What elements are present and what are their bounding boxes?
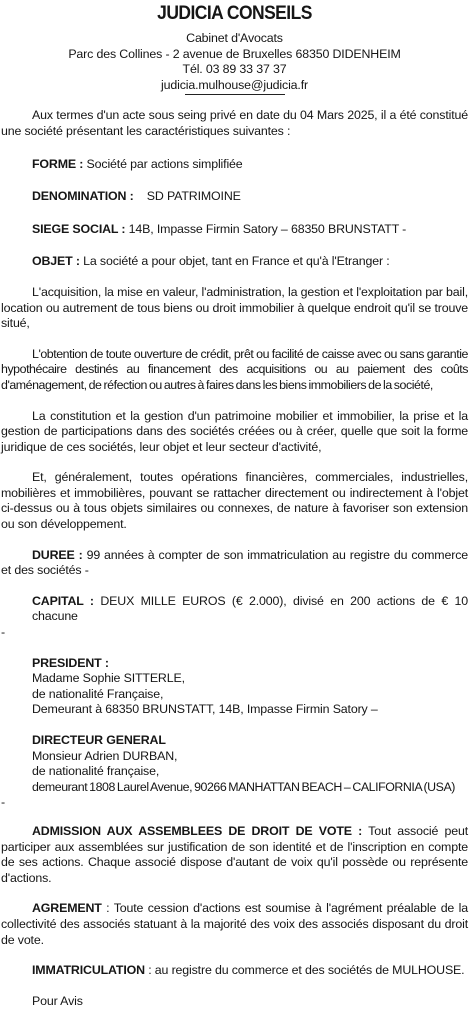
directeur-label: DIRECTEUR GENERAL <box>32 733 166 747</box>
objet-paragraph-3: La constitution et la gestion d'un patrimoine mobilier et immobilier, la prise et la gestion de participations dans des sociétés créées ou à créer, quelle que soit la forme juridique de ces sociétés, leur objet et leur secteur d'activité, <box>1 408 468 454</box>
firm-phone: Tél. 03 89 33 37 37 <box>182 62 287 77</box>
forme-label: FORME : <box>32 156 84 171</box>
admission-paragraph <box>1 824 468 886</box>
capital-trailing-dash: - <box>1 625 5 640</box>
firm-email: judicia.mulhouse@judicia.fr <box>161 77 308 92</box>
directeur-name: Monsieur Adrien DURBAN, <box>32 748 178 763</box>
objet-paragraph-4: Et, généralement, toutes opérations financières, commerciales, industrielles, mobilières et immobilières, pouvant se rattacher directement ou indirectement à l'objet ci-dessus ou à tous objets similaires ou connexes, de nature à favoriser son extension ou son développement. <box>1 470 468 532</box>
capital-value: DEUX MILLE EUROS (€ 2.000), divisé en 200 actions de € 10 chacune <box>32 593 469 624</box>
objet-line <box>1 254 468 270</box>
objet-label: OBJET : <box>32 254 80 269</box>
denomination-value: SD PATRIMOINE <box>133 189 241 204</box>
forme-value: Société par actions simplifiée <box>83 156 243 171</box>
immatriculation-line <box>1 963 468 979</box>
siege-label: SIEGE SOCIAL : <box>32 221 126 236</box>
agrement-paragraph <box>1 901 468 948</box>
duree-value: 99 années à compter de son immatriculation au registre du commerce et des sociétés - <box>1 547 468 578</box>
forme-line <box>1 157 468 173</box>
president-address: Demeurant à 68350 BRUNSTATT, 14B, Impasse Firmin Satory – <box>32 702 378 717</box>
admission-label: ADMISSION AUX ASSEMBLEES DE DROIT DE VOTE : <box>32 823 363 838</box>
firm-name: JUDICIA CONSEILS <box>157 3 312 24</box>
letterhead <box>1 2 468 95</box>
directeur-trailing-dash: - <box>1 795 5 810</box>
president-name: Madame Sophie SITTERLE, <box>32 671 185 686</box>
immatriculation-value: : au registre du commerce et des sociétés de MULHOUSE. <box>144 963 465 978</box>
president-block <box>1 656 468 718</box>
immatriculation-label: IMMATRICULATION <box>32 963 145 978</box>
agrement-label: AGREMENT <box>32 901 102 916</box>
president-nationality: de nationalité Française, <box>32 686 164 701</box>
capital-line <box>1 594 468 625</box>
capital-label: CAPITAL : <box>32 593 94 608</box>
denomination-line <box>1 189 468 205</box>
closing-line: Pour Avis <box>32 993 83 1008</box>
firm-subtitle: Cabinet d'Avocats <box>186 31 283 45</box>
firm-address: Parc des Collines - 2 avenue de Bruxelles 68350 DIDENHEIM <box>68 46 401 61</box>
siege-value: 14B, Impasse Firmin Satory – 68350 BRUNSTATT - <box>125 221 407 236</box>
directeur-address: demeurant 1808 Laurel Avenue, 90266 MANHATTAN BEACH – CALIFORNIA (USA) <box>32 779 455 794</box>
directeur-block <box>1 733 468 795</box>
denomination-label: DENOMINATION : <box>32 189 134 204</box>
admission-value: Tout associé peut participer aux assemblées sur justification de son identité et de l'inscription en compte de ses actions. Chaque associé dispose d'autant de voix qu'il possède ou représente d'actions. <box>1 823 469 885</box>
intro-paragraph: Aux termes d'un acte sous seing privé en date du 04 Mars 2025, il a été constitué une société présentant les caractéristiques suivantes : <box>1 108 468 138</box>
directeur-nationality: de nationalité française, <box>32 764 160 779</box>
president-label: PRESIDENT : <box>32 655 109 670</box>
agrement-value: : Toute cession d'actions est soumise à l'agrément préalable de la collectivité des associés statuant à la majorité des voix des associés disposant du droit de vote. <box>1 901 468 947</box>
duree-paragraph <box>1 548 468 579</box>
siege-line <box>1 222 468 238</box>
objet-value: La société a pour objet, tant en France et qu'à l'Etranger : <box>79 254 390 269</box>
duree-label: DUREE : <box>32 547 83 562</box>
objet-paragraph-2: L'obtention de toute ouverture de crédit, prêt ou facilité de caisse avec ou sans garantie hypothécaire destinés au financement des acquisitions ou au paiement des coûts d'aménagement, de réfection ou autres à faires dans les biens immobiliers de la société, <box>1 346 468 392</box>
header-divider <box>185 94 285 95</box>
objet-paragraph-1: L'acquisition, la mise en valeur, l'administration, la gestion et l'exploitation par bail, location ou autrement de tous biens ou droit immobilier à quelque endroit qu'il se trouve situé, <box>1 284 468 331</box>
